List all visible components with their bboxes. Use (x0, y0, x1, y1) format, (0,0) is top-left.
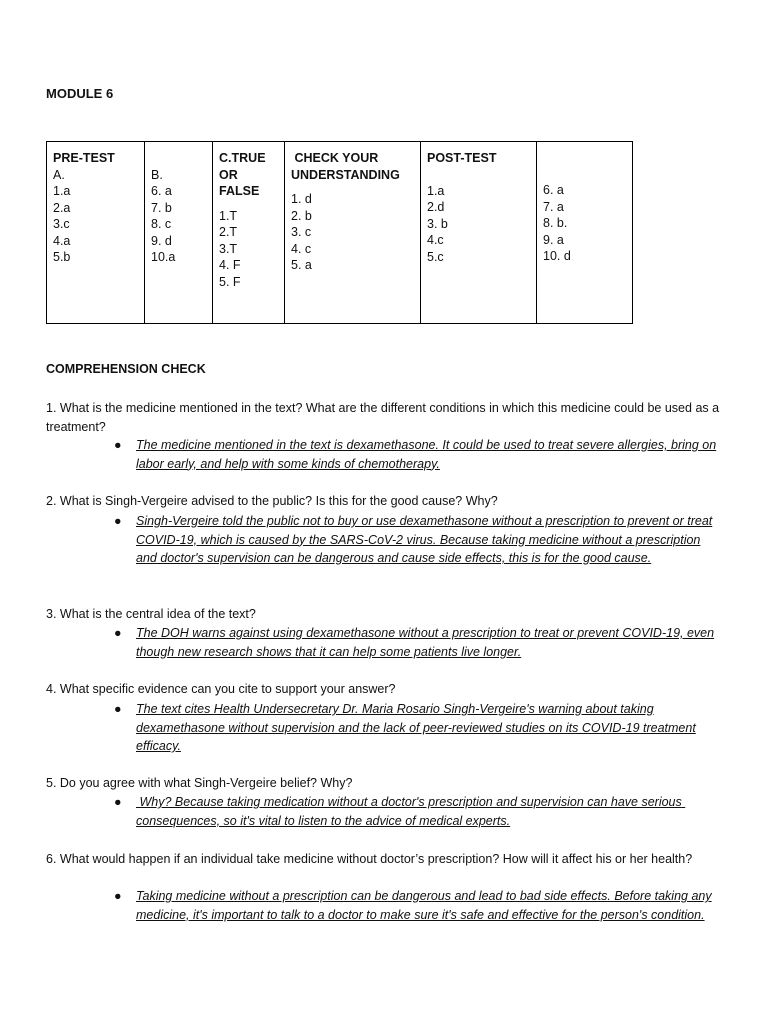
answer-5 (114, 793, 724, 830)
answer-item: 9. a (543, 232, 564, 247)
module-title: MODULE 6 (46, 86, 114, 101)
answer-item: 4. c (291, 241, 312, 256)
answer-item: 5.b (53, 250, 71, 264)
answer-text: The DOH warns against using dexamethasone without a prescription to treat or prevent COVID-19, even though new research shows that it can help some patients live longer. (136, 626, 715, 659)
answer-item: 2.T (219, 225, 238, 239)
table-column-pretest-b (145, 142, 213, 323)
answer-item: 5. F (219, 274, 241, 289)
bullet-icon: ● (114, 514, 122, 528)
answer-item: 6. a (543, 183, 564, 197)
answer-item: A. (53, 167, 65, 182)
column-header: OR (219, 167, 238, 182)
table-column-posttest-b (537, 142, 632, 323)
answer-item: 9. d (151, 233, 172, 248)
question-4: 4. What specific evidence can you cite to support your answer? (46, 682, 396, 696)
answer-item: 1.a (427, 183, 445, 198)
table-column-check-understanding (285, 142, 421, 323)
answer-text: The medicine mentioned in the text is dexamethasone. It could be used to treat severe allergies, bring on labor early, and help with some kinds of chemotherapy. (136, 438, 717, 471)
answer-text: Why? Because taking medication without a doctor's prescription and supervision can have serious consequences, so it's vital to listen to the advice of medical experts. (136, 795, 686, 828)
answer-6 (114, 887, 724, 924)
bullet-icon: ● (114, 889, 122, 903)
table-column-true-false (213, 142, 285, 323)
question-5: 5. Do you agree with what Singh-Vergeire belief? Why? (46, 776, 353, 790)
answer-4 (114, 700, 724, 756)
answer-text: Singh-Vergeire told the public not to buy or use dexamethasone without a prescription to prevent or treat COVID-19, which is caused by the SARS-CoV-2 virus. Because taking medicine without a prescription and doctor's supervision can be dangerous and cause side effects, this is for the good cause. (136, 514, 713, 565)
answer-item: 1. d (291, 192, 312, 206)
answer-item: 2.d (427, 200, 445, 214)
answer-item: 5. a (291, 258, 312, 272)
bullet-icon: ● (114, 795, 122, 809)
bullet-icon: ● (114, 438, 122, 452)
question-3: 3. What is the central idea of the text? (46, 607, 256, 621)
question-2: 2. What is Singh-Vergeire advised to the public? Is this for the good cause? Why? (46, 494, 498, 508)
column-header: FALSE (219, 184, 260, 198)
answer-text: Taking medicine without a prescription can be dangerous and lead to bad side effects. Before taking any medicine, it's important to talk to a doctor to make sure it's safe and effective for the person's condition. (136, 889, 712, 922)
answer-item: 1.a (53, 184, 71, 198)
table-column-pretest-a (47, 142, 145, 323)
spacer (291, 183, 400, 191)
answer-item: 7. a (543, 199, 564, 214)
column-header: POST-TEST (427, 151, 497, 165)
answer-item: 4. F (219, 258, 241, 272)
answer-item: 5.c (427, 249, 444, 264)
comprehension-check-title: COMPREHENSION CHECK (46, 362, 206, 376)
answer-item: 8. b. (543, 216, 568, 230)
bullet-icon: ● (114, 702, 122, 716)
answer-item: 2. b (291, 208, 312, 223)
column-header: UNDERSTANDING (291, 167, 400, 182)
column-header: CHECK YOUR (291, 151, 379, 165)
answer-item: 3. b (427, 216, 448, 231)
spacer (427, 167, 496, 183)
answer-item: 7. b (151, 200, 172, 215)
question-6: 6. What would happen if an individual take medicine without doctor’s prescription? How will it affect his or her health? (46, 852, 693, 866)
answer-item: 10. d (543, 249, 571, 263)
answer-item: 2.a (53, 200, 71, 215)
spacer (219, 200, 266, 208)
answer-item: 8. c (151, 217, 172, 231)
answer-1 (114, 436, 724, 473)
answer-item: B. (151, 167, 163, 182)
answer-3 (114, 624, 724, 661)
question-1: 1. What is the medicine mentioned in the text? What are the different conditions in which this medicine could be used as a treatment? (46, 401, 720, 434)
answer-item: 4.a (53, 233, 71, 248)
bullet-icon: ● (114, 626, 122, 640)
table-column-posttest-a (421, 142, 537, 323)
answer-item: 10.a (151, 250, 176, 264)
answer-text: The text cites Health Undersecretary Dr. Maria Rosario Singh-Vergeire's warning about taking dexamethasone without supervision and the lack of peer-reviewed studies on its COVID-19 treatment efficacy. (136, 702, 696, 753)
answer-item: 3.c (53, 217, 70, 231)
answer-item: 3. c (291, 225, 312, 239)
column-header: PRE-TEST (53, 151, 115, 165)
answer-item: 6. a (151, 184, 172, 198)
answer-key-table (46, 141, 633, 324)
answer-item: 3.T (219, 241, 238, 256)
answer-item: 4.c (427, 233, 444, 247)
answer-item: 1.T (219, 208, 238, 223)
answer-2 (114, 512, 724, 568)
column-header: C.TRUE (219, 151, 266, 165)
